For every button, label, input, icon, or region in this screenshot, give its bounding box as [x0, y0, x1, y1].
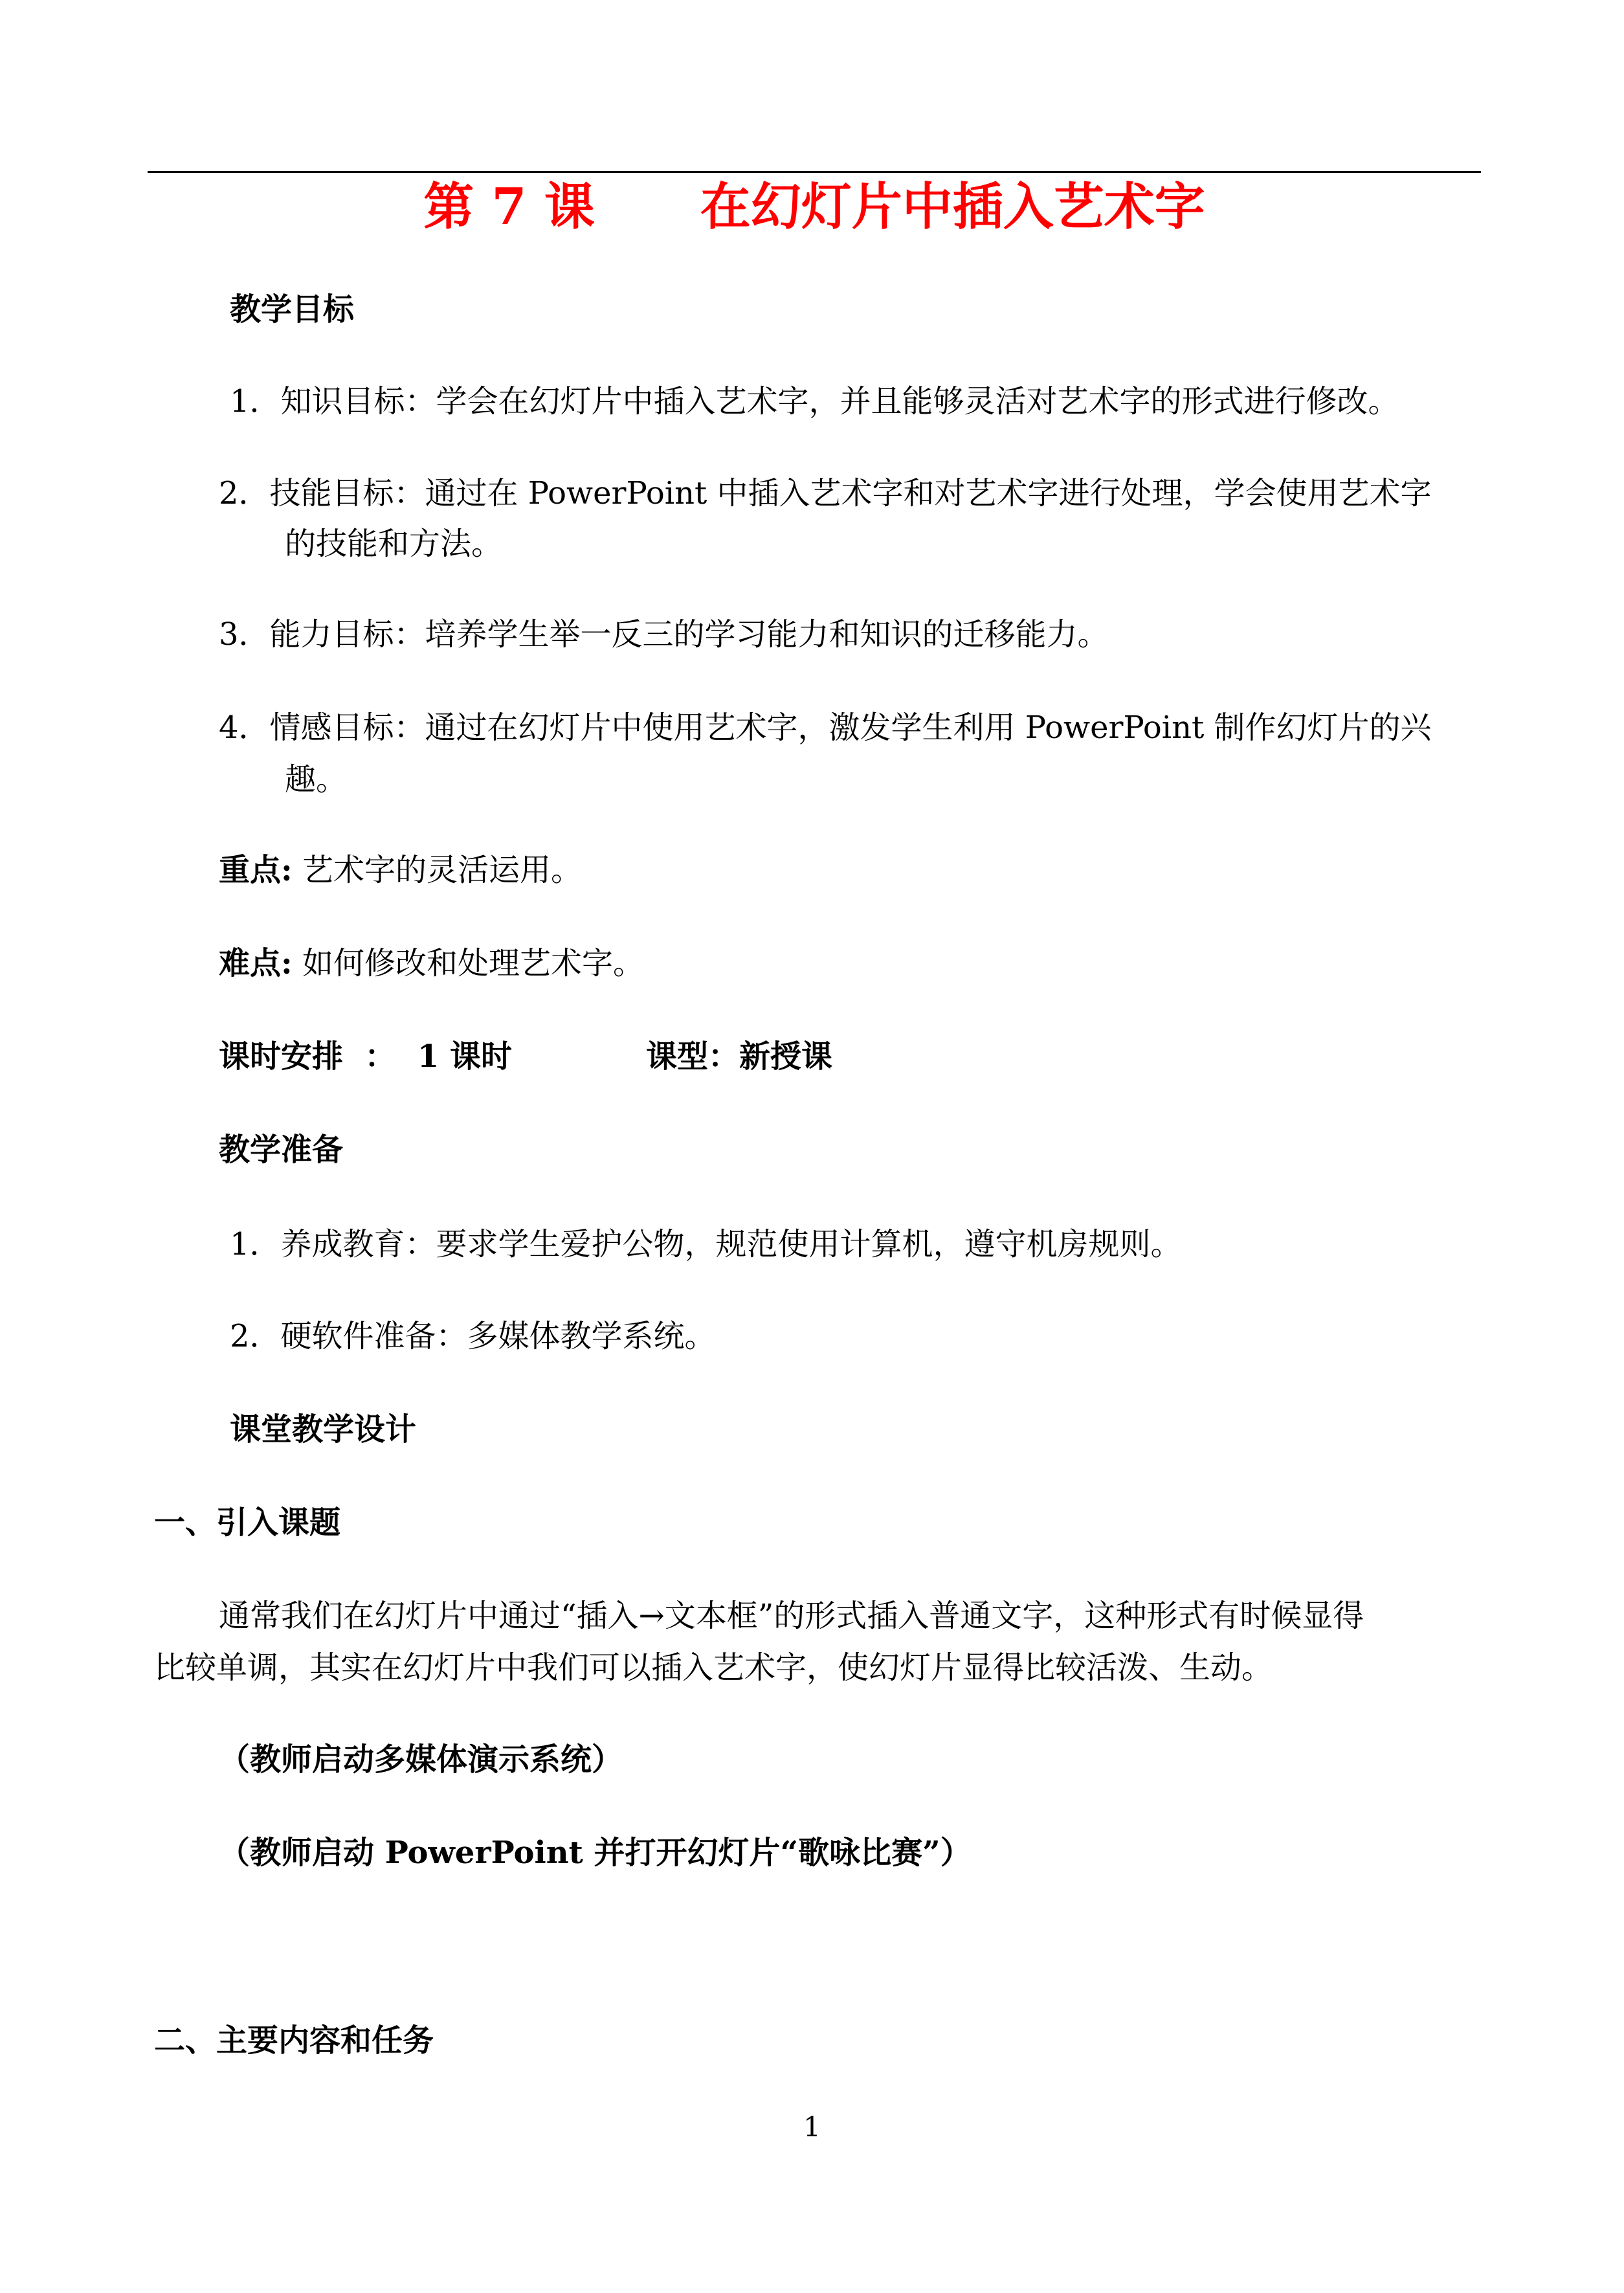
- prep-item-1: 1．养成教育：要求学生爱护公物，规范使用计算机，遵守机房规则。: [230, 1226, 1182, 1262]
- key-point-label: 重点:: [219, 852, 293, 888]
- objective-ability: 3．能力目标：培养学生举一反三的学习能力和知识的迁移能力。: [219, 616, 1109, 653]
- key-point: [219, 849, 582, 891]
- design-heading: 课堂教学设计: [230, 1411, 417, 1448]
- note-start-system: （教师启动多媒体演示系统）: [219, 1741, 623, 1778]
- section2-heading: 二、主要内容和任务: [154, 2022, 434, 2059]
- preparation-heading: 教学准备: [219, 1132, 344, 1168]
- objective-emotion: 4．情感目标：通过在幻灯片中使用艺术字，激发学生利用 PowerPoint 制作幻灯片的兴: [219, 710, 1432, 746]
- section1-heading: 一、引入课题: [154, 1504, 341, 1541]
- objectives-heading: 教学目标: [230, 291, 355, 328]
- schedule-label: 课时安排 ： 1 课时: [219, 1038, 512, 1075]
- objective-knowledge: 1．知识目标：学会在幻灯片中插入艺术字，并且能够灵活对艺术字的形式进行修改。: [230, 383, 1399, 419]
- objective-skill: 2．技能目标：通过在 PowerPoint 中插入艺术字和对艺术字进行处理，学会使用艺术字: [219, 475, 1432, 511]
- page-number: 1: [803, 2111, 821, 2143]
- difficulty: [219, 943, 644, 984]
- key-point-text: 艺术字的灵活运用。: [302, 852, 583, 888]
- objective-emotion-cont: 趣。: [285, 761, 348, 798]
- objective-skill-cont: 的技能和方法。: [285, 526, 503, 562]
- header-rule: [148, 171, 1481, 173]
- prep-item-2: 2．硬软件准备：多媒体教学系统。: [230, 1318, 716, 1354]
- difficulty-text: 如何修改和处理艺术字。: [302, 945, 645, 981]
- difficulty-label: 难点:: [219, 945, 293, 981]
- section1-para-line2: 比较单调，其实在幻灯片中我们可以插入艺术字，使幻灯片显得比较活泼、生动。: [154, 1650, 1273, 1686]
- lesson-title: 第 7 课 在幻灯片中插入艺术字: [423, 177, 1205, 236]
- lesson-type: 课型：新授课: [646, 1038, 833, 1075]
- section1-para-line1: 通常我们在幻灯片中通过“插入→文本框”的形式插入普通文字，这种形式有时候显得: [219, 1598, 1364, 1634]
- note-open-powerpoint: （教师启动 PowerPoint 并打开幻灯片“歌咏比赛”）: [219, 1835, 972, 1871]
